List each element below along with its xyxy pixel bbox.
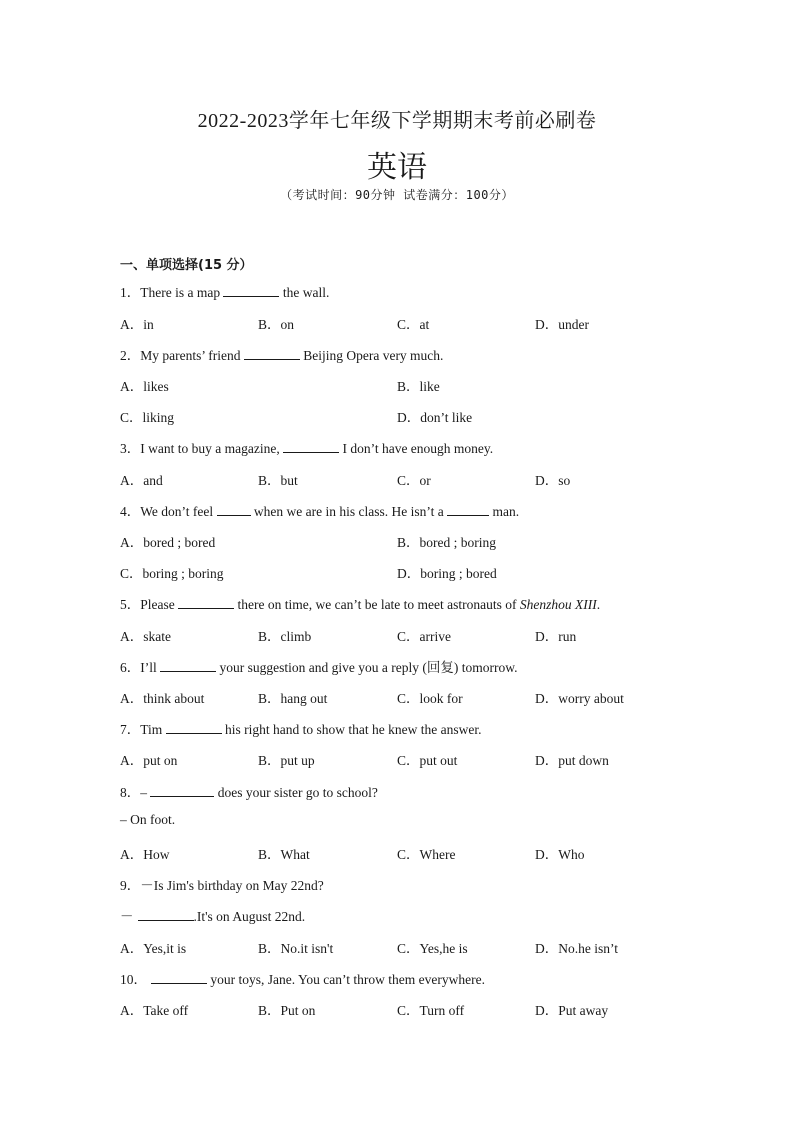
question-text: Tim: [140, 722, 163, 737]
answer-blank: [166, 721, 222, 734]
question-text: does your sister go to school?: [217, 785, 378, 800]
section-heading: 一、单项选择(15 分）: [120, 258, 253, 273]
option-c: C．or: [397, 473, 431, 488]
exam-subject: 英语: [367, 150, 427, 185]
option-d: D．so: [535, 473, 571, 488]
option-b: B．What: [258, 847, 310, 862]
option-a: A．Yes,it is: [120, 941, 187, 956]
option-d: D．under: [535, 317, 589, 332]
option-a: A．likes: [120, 379, 169, 394]
exam-title: 2022-2023学年七年级下学期期末考前必刷卷: [197, 110, 597, 132]
question-text: －Is Jim's birthday on May 22nd?: [140, 878, 324, 893]
question-2: [120, 344, 443, 364]
question-number: 7．: [120, 722, 141, 737]
reply-dash: －: [120, 909, 134, 924]
answer-blank: [178, 596, 234, 609]
option-a: A．and: [120, 473, 163, 488]
reply-text: .It's on August 22nd.: [193, 909, 306, 924]
option-b: B．bored ; boring: [397, 535, 496, 550]
option-c: C．look for: [397, 691, 463, 706]
question-text: when we are in his class. He isn’t a: [253, 504, 444, 519]
answer-blank: [150, 784, 214, 797]
option-a: A．put on: [120, 753, 178, 768]
option-c: C．arrive: [397, 629, 451, 644]
question-number: 6．: [120, 660, 141, 675]
question-text: –: [140, 785, 147, 800]
option-a: A．Take off: [120, 1003, 189, 1018]
question-text: There is a map: [140, 285, 221, 300]
option-b: B．put up: [258, 753, 315, 768]
answer-blank: [244, 347, 300, 360]
option-c: C．Where: [397, 847, 456, 862]
answer-blank: [160, 659, 216, 672]
option-d: D．Put away: [535, 1003, 609, 1018]
question-number: 4．: [120, 504, 141, 519]
question-text: the wall.: [282, 285, 330, 300]
question-5: [120, 593, 600, 613]
option-d: D．Who: [535, 847, 585, 862]
option-b: B．No.it isn't: [258, 941, 334, 956]
question-number: 1．: [120, 285, 141, 300]
option-c: C．Yes,he is: [397, 941, 468, 956]
dialogue-reply: [120, 905, 305, 925]
question-text: .: [596, 597, 601, 612]
question-4: [120, 500, 519, 520]
dialogue-reply: – On foot.: [120, 812, 176, 827]
question-text: man.: [492, 504, 520, 519]
answer-blank: [447, 503, 489, 516]
option-d: D．run: [535, 629, 577, 644]
question-6: [120, 656, 517, 676]
question-number: 5．: [120, 597, 141, 612]
question-text: your suggestion and give you a reply (回复) tomorrow.: [219, 660, 518, 675]
question-text: Please: [140, 597, 175, 612]
question-number: 8．: [120, 785, 141, 800]
question-text: your toys, Jane. You can’t throw them everywhere.: [210, 972, 485, 987]
question-text: We don’t feel: [140, 504, 214, 519]
question-number: 3．: [120, 441, 141, 456]
option-c: C．at: [397, 317, 430, 332]
option-a: A．skate: [120, 629, 171, 644]
question-9: [120, 874, 324, 894]
answer-blank: [138, 908, 194, 921]
option-a: A．bored ; bored: [120, 535, 216, 550]
answer-blank: [223, 284, 279, 297]
option-b: B．Put on: [258, 1003, 316, 1018]
option-c: C．put out: [397, 753, 458, 768]
option-a: A．How: [120, 847, 170, 862]
question-text: My parents’ friend: [140, 348, 241, 363]
option-b: B．on: [258, 317, 295, 332]
question-text: Beijing Opera very much.: [303, 348, 444, 363]
question-10: [120, 968, 485, 988]
option-a: A．in: [120, 317, 154, 332]
question-text: there on time, we can’t be late to meet astronauts of: [237, 597, 517, 612]
option-c: C．boring ; boring: [120, 566, 224, 581]
answer-blank: [283, 440, 339, 453]
option-d: D．don’t like: [397, 410, 473, 425]
option-d: D．boring ; bored: [397, 566, 497, 581]
answer-blank: [217, 503, 251, 516]
question-number: 2．: [120, 348, 141, 363]
exam-time-and-score: （考试时间：90分钟 试卷满分：100分）: [280, 188, 514, 202]
question-text: I don’t have enough money.: [342, 441, 494, 456]
option-c: C．liking: [120, 410, 175, 425]
question-number: 10．: [120, 972, 147, 987]
option-b: B．hang out: [258, 691, 328, 706]
answer-blank: [151, 971, 207, 984]
option-b: B．like: [397, 379, 440, 394]
option-d: D．worry about: [535, 691, 624, 706]
option-d: D．put down: [535, 753, 609, 768]
question-8: [120, 781, 378, 801]
option-c: C．Turn off: [397, 1003, 465, 1018]
option-b: B．climb: [258, 629, 312, 644]
option-a: A．think about: [120, 691, 205, 706]
question-3: [120, 437, 493, 457]
question-text: his right hand to show that he knew the answer.: [225, 722, 482, 737]
option-d: D．No.he isn’t: [535, 941, 618, 956]
question-text-italic: Shenzhou XIII: [519, 597, 597, 612]
question-1: [120, 281, 329, 301]
question-text: I want to buy a magazine,: [140, 441, 280, 456]
question-text: I’ll: [140, 660, 157, 675]
option-b: B．but: [258, 473, 298, 488]
question-7: [120, 718, 482, 738]
question-number: 9．: [120, 878, 141, 893]
